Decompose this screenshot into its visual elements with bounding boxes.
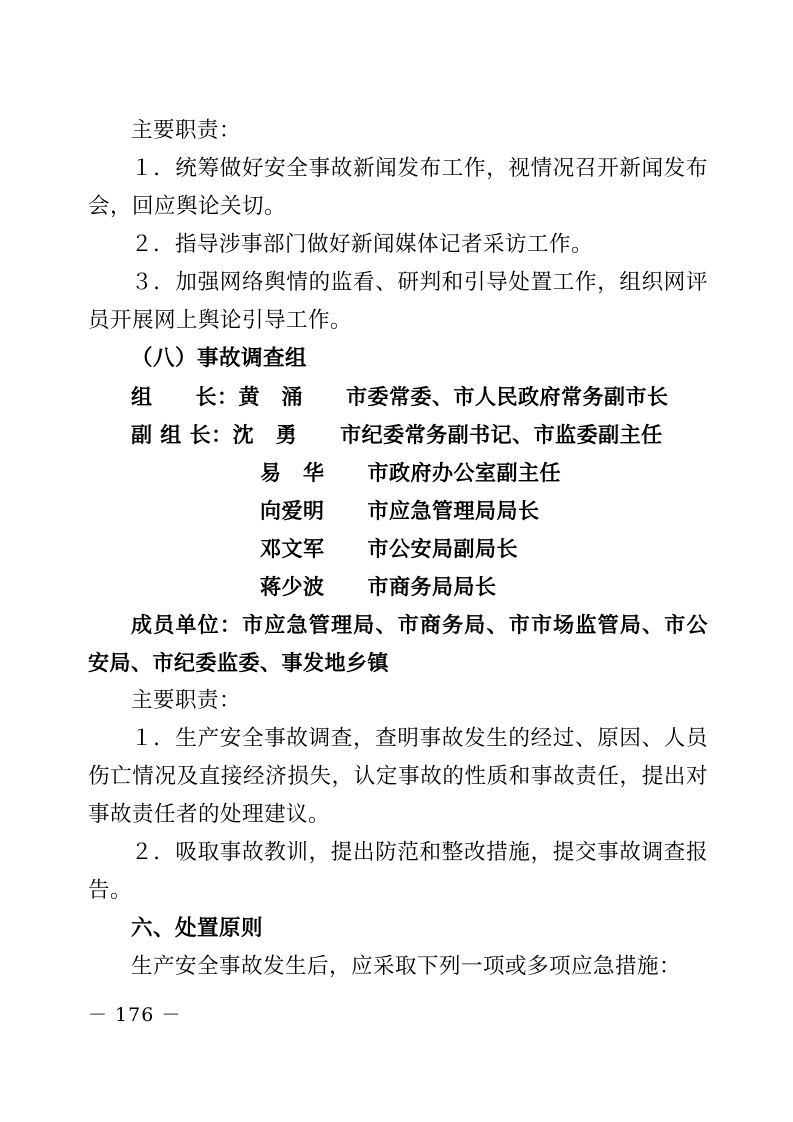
paragraph-duty-item-3: ３．加强网络舆情的监看、研判和引导处置工作，组织网评员开展网上舆论引导工作。 [88, 270, 708, 333]
section-heading-handling-principles: 六、处置原则 [131, 916, 264, 941]
paragraph-main-duties-1: 主要职责： [131, 118, 242, 143]
paragraph-member-units: 成员单位：市应急管理局、市商务局、市市场监管局、市公安局、市纪委监委、事发地乡镇 [88, 613, 708, 675]
paragraph-main-duties-2: 主要职责： [131, 688, 242, 713]
roster-deputy-leader: 副 组 长：沈 勇 市纪委常务副书记、市监委副主任 [131, 423, 663, 447]
section-heading-accident-investigation-group: （八）事故调查组 [131, 346, 308, 371]
page-number: － 176 － [88, 1004, 182, 1026]
paragraph-duty-item-2: ２．指导涉事部门做好新闻媒体记者采访工作。 [131, 232, 594, 257]
paragraph-investigation-duty-1: １．生产安全事故调查，查明事故发生的经过、原因、人员伤亡情况及直接经济损失，认定事故的性质和事故责任，提出对事故责任者的处理建议。 [88, 726, 708, 827]
roster-member-1: 易 华 市政府办公室副主任 [260, 461, 561, 485]
page-content [88, 112, 708, 986]
roster-member-3: 邓文军 市公安局副局长 [260, 537, 518, 561]
roster-leader: 组 长：黄 涌 市委常委、市人民政府常务副市长 [131, 385, 669, 409]
paragraph-duty-item-1: １．统筹做好安全事故新闻发布工作，视情况召开新闻发布会，回应舆论关切。 [88, 156, 708, 219]
roster-member-2: 向爱明 市应急管理局局长 [260, 499, 540, 523]
paragraph-investigation-duty-2: ２．吸取事故教训，提出防范和整改措施，提交事故调查报告。 [88, 840, 708, 903]
roster-member-4: 蒋少波 市商务局局长 [260, 575, 497, 599]
paragraph-handling-intro: 生产安全事故发生后，应采取下列一项或多项应急措施： [131, 954, 682, 979]
